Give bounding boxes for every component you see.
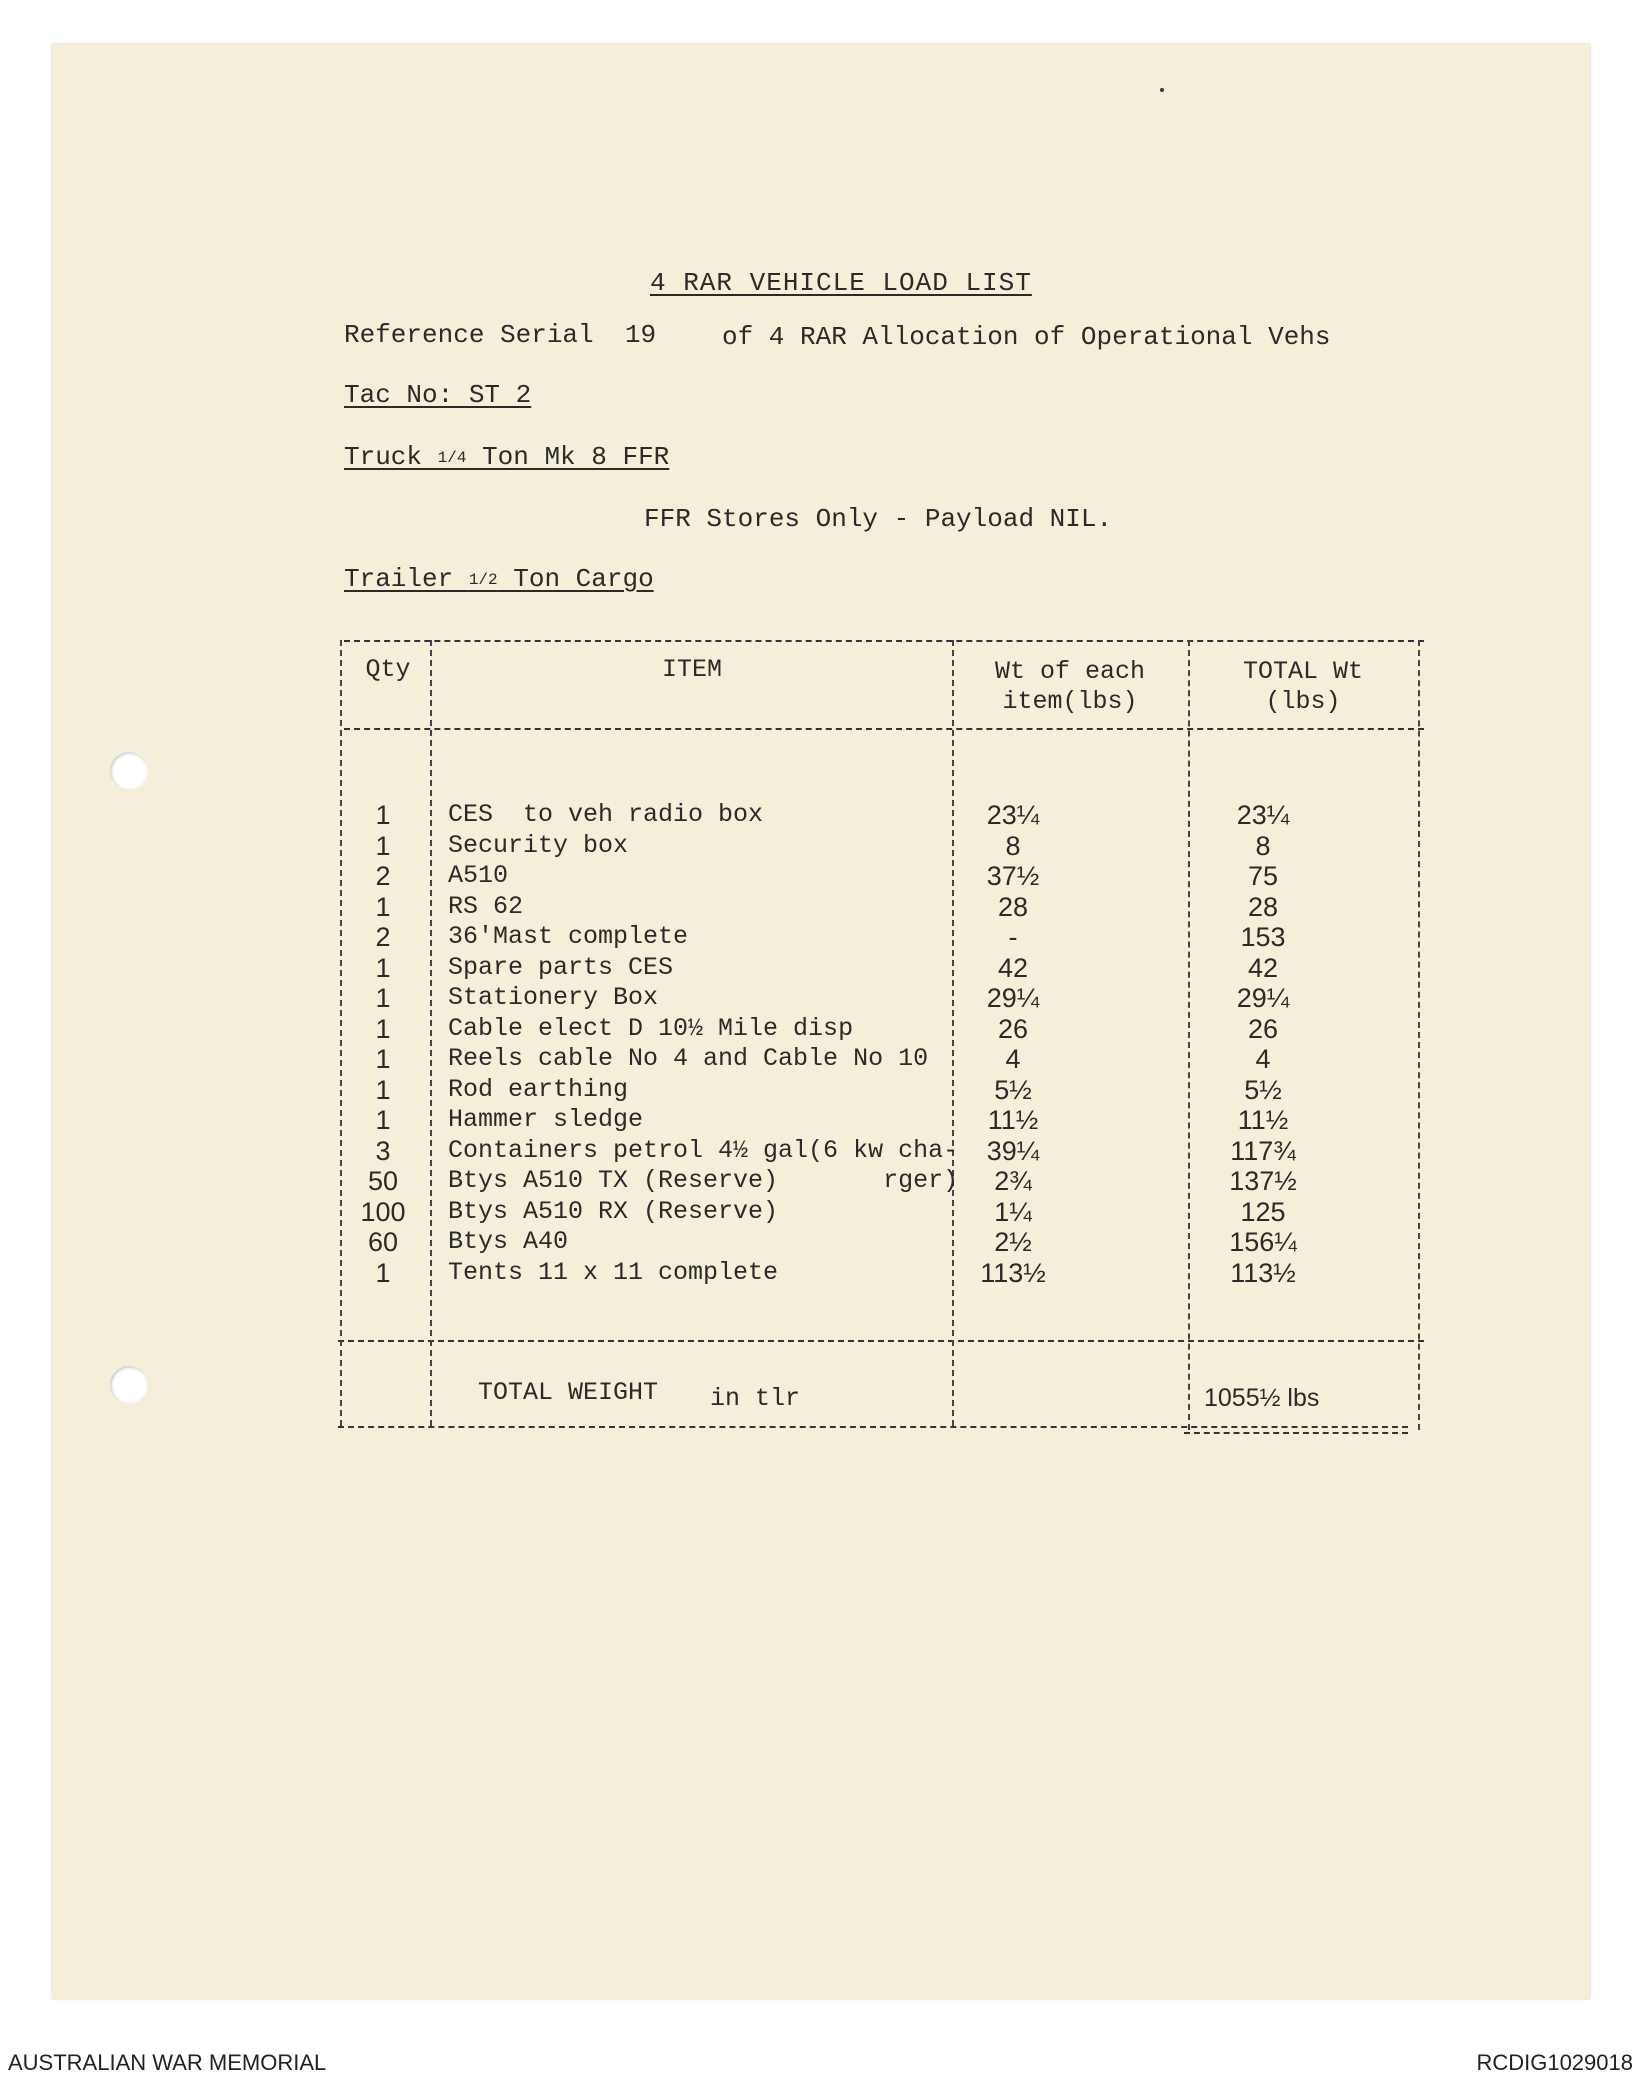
document-title: 4 RAR VEHICLE LOAD LIST xyxy=(650,268,1032,298)
row-total: 117¾ xyxy=(1230,1136,1296,1166)
row-total: 26 xyxy=(1247,1014,1279,1044)
row-qty: 1 xyxy=(375,1044,391,1074)
row-qty: 1 xyxy=(375,892,391,922)
total-double-underline xyxy=(1184,1432,1408,1434)
header-wt-each-line2: item(lbs) xyxy=(1002,687,1138,716)
row-qty: 50 xyxy=(367,1166,399,1196)
watermark-right: RCDIG1029018 xyxy=(1476,2050,1633,2075)
header-total-line1: TOTAL Wt xyxy=(1242,657,1364,686)
row-qty: 1 xyxy=(375,831,391,861)
row-wt: 37½ xyxy=(986,861,1040,891)
row-qty: 3 xyxy=(375,1136,391,1166)
ffr-note: FFR Stores Only - Payload NIL. xyxy=(644,504,1113,534)
row-wt: 2½ xyxy=(994,1227,1032,1257)
row-item: Btys A40 xyxy=(448,1227,569,1256)
row-total: 137½ xyxy=(1229,1166,1297,1196)
row-qty: 60 xyxy=(367,1227,399,1257)
row-item: Btys A510 RX (Reserve) xyxy=(448,1197,779,1226)
row-item: Containers petrol 4½ gal(6 kw cha- xyxy=(448,1136,959,1165)
row-qty: 1 xyxy=(375,1105,391,1135)
row-qty: 1 xyxy=(375,983,391,1013)
row-wt: 26 xyxy=(997,1014,1029,1044)
tac-number: Tac No: ST 2 xyxy=(344,380,532,410)
punch-hole-bottom xyxy=(110,1366,148,1404)
row-wt: 39¼ xyxy=(986,1136,1040,1166)
reference-serial: Reference Serial 19 xyxy=(344,320,657,350)
row-total: 113½ xyxy=(1230,1258,1296,1288)
row-wt: 5½ xyxy=(994,1075,1032,1105)
document-page xyxy=(52,44,1590,1999)
row-wt: 4 xyxy=(1005,1044,1021,1074)
row-qty: 2 xyxy=(375,922,391,952)
row-total: 29¼ xyxy=(1236,983,1290,1013)
reference-allocation: of 4 RAR Allocation of Operational Vehs xyxy=(722,322,1331,352)
row-total: 4 xyxy=(1255,1044,1271,1074)
header-bottom-border xyxy=(344,728,1424,730)
row-item: Rod earthing xyxy=(448,1075,629,1104)
row-total: 23¼ xyxy=(1236,800,1290,830)
row-item: 36'Mast complete xyxy=(448,922,689,951)
row-item: RS 62 xyxy=(448,892,524,921)
row-qty: 2 xyxy=(375,861,391,891)
row-wt: 42 xyxy=(997,953,1029,983)
row-wt: 29¼ xyxy=(986,983,1040,1013)
watermark-left: AUSTRALIAN WAR MEMORIAL xyxy=(8,2050,327,2075)
row-total: 42 xyxy=(1247,953,1279,983)
row-item: Stationery Box xyxy=(448,983,659,1012)
trailer-heading: Trailer 1/2 Ton Cargo xyxy=(344,564,654,594)
row-item: Cable elect D 10½ Mile disp xyxy=(448,1014,854,1043)
row-total: 156¼ xyxy=(1229,1227,1297,1257)
row-qty: 1 xyxy=(375,800,391,830)
row-item: Tents 11 x 11 complete xyxy=(448,1258,779,1287)
row-total: 125 xyxy=(1240,1197,1286,1227)
row-wt: 8 xyxy=(1005,831,1021,861)
header-wt-each-line1: Wt of each xyxy=(994,657,1146,686)
row-item: CES to veh radio box xyxy=(448,800,764,829)
row-total: 5½ xyxy=(1244,1075,1282,1105)
row-item: A510 xyxy=(448,861,509,890)
row-wt: 23¼ xyxy=(986,800,1040,830)
row-qty: 1 xyxy=(375,1258,391,1288)
row-wt: - xyxy=(1008,922,1018,952)
truck-heading: Truck 1/4 Ton Mk 8 FFR xyxy=(344,442,670,472)
row-wt: 113½ xyxy=(980,1258,1046,1288)
body-bottom-border xyxy=(338,1340,1424,1342)
row-total: 11½ xyxy=(1237,1105,1289,1135)
ink-speck xyxy=(1160,88,1164,92)
row-item: Hammer sledge xyxy=(448,1105,644,1134)
header-qty: Qty xyxy=(365,655,411,684)
row-wt: 28 xyxy=(997,892,1029,922)
row-total: 8 xyxy=(1255,831,1271,861)
row-qty: 100 xyxy=(360,1197,406,1227)
row-item: Reels cable No 4 and Cable No 10 xyxy=(448,1044,929,1073)
header-total-line2: (lbs) xyxy=(1265,687,1341,716)
load-table xyxy=(338,640,1423,1438)
punch-hole-top xyxy=(110,752,148,790)
total-weight-label: TOTAL WEIGHT xyxy=(478,1378,659,1407)
header-item: ITEM xyxy=(661,655,722,684)
row-total: 28 xyxy=(1247,892,1279,922)
row-qty: 1 xyxy=(375,953,391,983)
row-wt: 1¼ xyxy=(994,1197,1032,1227)
table-body xyxy=(338,800,1418,1320)
row-qty: 1 xyxy=(375,1014,391,1044)
table-top-border xyxy=(344,640,1424,642)
total-weight-value: 1055½ lbs xyxy=(1204,1384,1320,1412)
row-item: Security box xyxy=(448,831,629,860)
row-wt: 2¾ xyxy=(994,1166,1032,1196)
row-item: Btys A510 TX (Reserve) rger) xyxy=(448,1166,959,1195)
row-total: 153 xyxy=(1240,922,1286,952)
row-total: 75 xyxy=(1247,861,1279,891)
row-wt: 11½ xyxy=(987,1105,1039,1135)
row-item: Spare parts CES xyxy=(448,953,674,982)
right-border xyxy=(1418,640,1420,1430)
row-qty: 1 xyxy=(375,1075,391,1105)
table-bottom-border xyxy=(338,1426,1408,1428)
total-weight-label-suffix: in tlr xyxy=(710,1384,801,1413)
